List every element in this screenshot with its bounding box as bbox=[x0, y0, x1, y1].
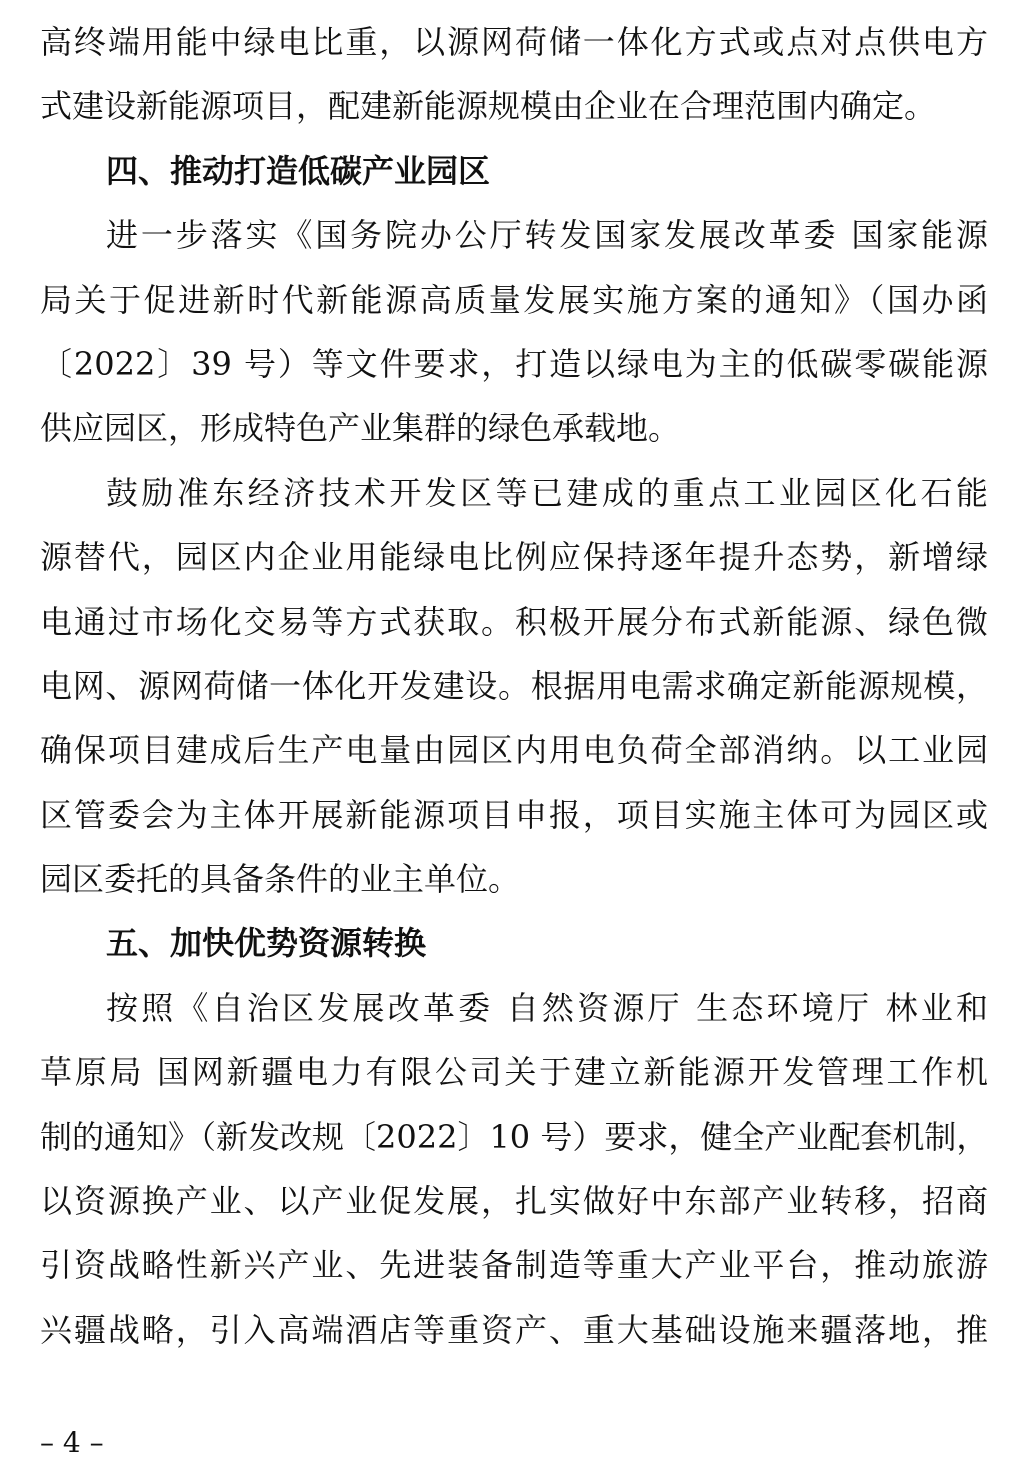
paragraph-line: 〔2022〕39 号）等文件要求，打造以绿电为主的低碳零碳能源 bbox=[40, 344, 988, 383]
paragraph-line: 草原局 国网新疆电力有限公司关于建立新能源开发管理工作机 bbox=[40, 1053, 988, 1092]
paragraph-line: 局关于促进新时代新能源高质量发展实施方案的通知》（国办函 bbox=[40, 280, 988, 319]
paragraph-line: 电通过市场化交易等方式获取。积极开展分布式新能源、绿色微 bbox=[40, 602, 988, 641]
paragraph-line: 电网、源网荷储一体化开发建设。根据用电需求确定新能源规模， bbox=[40, 666, 988, 705]
section-heading: 五、加快优势资源转换 bbox=[106, 924, 427, 963]
document-body bbox=[40, 10, 988, 1362]
paragraph-line: 式建设新能源项目，配建新能源规模由企业在合理范围内确定。 bbox=[40, 87, 937, 126]
paragraph-line: 供应园区，形成特色产业集群的绿色承载地。 bbox=[40, 409, 681, 448]
paragraph-line: 以资源换产业、以产业促发展，扎实做好中东部产业转移，招商 bbox=[40, 1182, 988, 1221]
paragraph-line: 进一步落实《国务院办公厅转发国家发展改革委 国家能源 bbox=[106, 216, 988, 255]
paragraph-line: 确保项目建成后生产电量由园区内用电负荷全部消纳。以工业园 bbox=[40, 731, 988, 770]
paragraph-line: 引资战略性新兴产业、先进装备制造等重大产业平台，推动旅游 bbox=[40, 1246, 988, 1285]
paragraph-line: 园区委托的具备条件的业主单位。 bbox=[40, 860, 521, 899]
section-heading: 四、推动打造低碳产业园区 bbox=[106, 151, 491, 190]
paragraph-line: 源替代，园区内企业用能绿电比例应保持逐年提升态势，新增绿 bbox=[40, 538, 988, 577]
paragraph-line: 高终端用能中绿电比重，以源网荷储一体化方式或点对点供电方 bbox=[40, 23, 988, 61]
paragraph-line: 区管委会为主体开展新能源项目申报，项目实施主体可为园区或 bbox=[40, 795, 988, 834]
paragraph-line: 鼓励准东经济技术开发区等已建成的重点工业园区化石能 bbox=[106, 473, 988, 512]
paragraph-line: 制的通知》（新发改规〔2022〕10 号）要求，健全产业配套机制， bbox=[40, 1117, 989, 1156]
page-number: – 4 – bbox=[40, 1426, 104, 1459]
paragraph-line: 兴疆战略，引入高端酒店等重资产、重大基础设施来疆落地，推 bbox=[40, 1310, 988, 1349]
paragraph-line: 按照《自治区发展改革委 自然资源厅 生态环境厅 林业和 bbox=[106, 988, 988, 1027]
